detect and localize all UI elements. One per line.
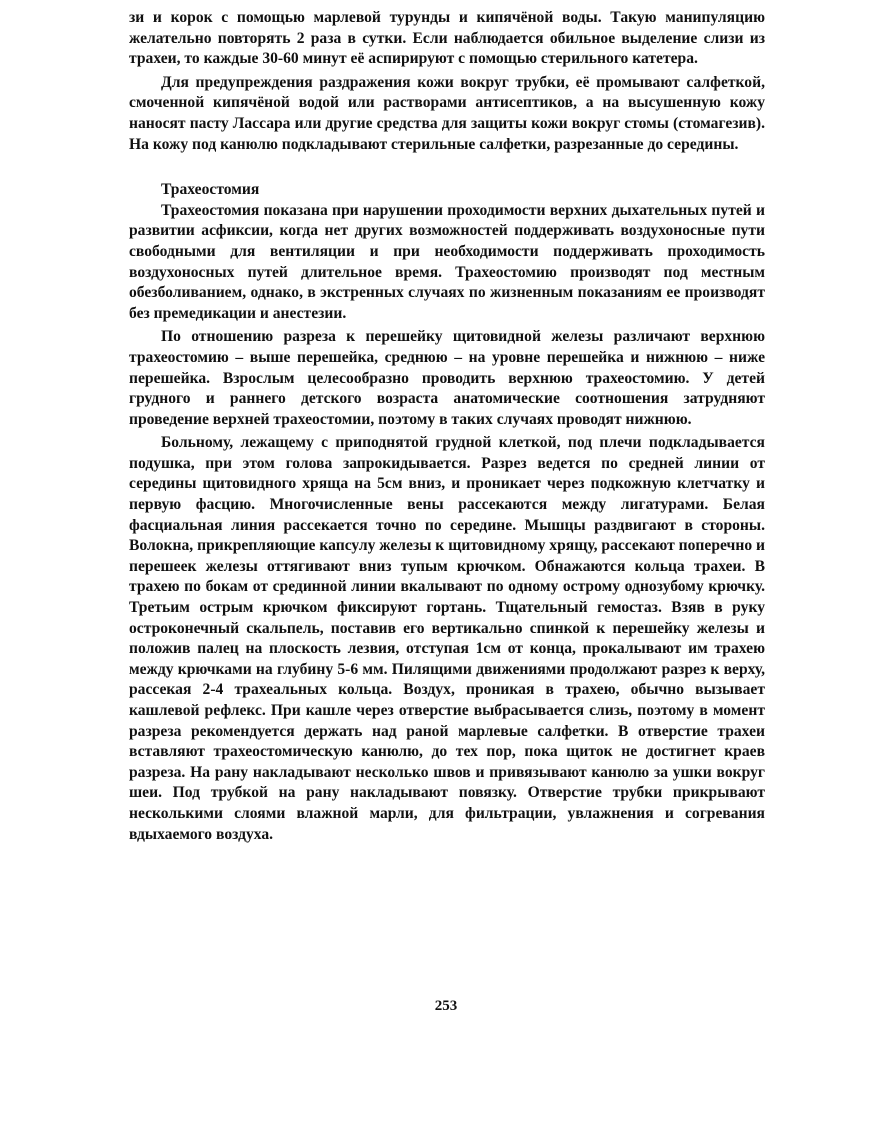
page-number: 253: [434, 998, 458, 1014]
paragraph-skin-care: Для предупреждения раздражения кожи вокруг трубки, её промывают салфеткой, смоченной кипячёной водой или растворами антисептиков, а на высушенную кожу наносят пасту Лассара или другие средства для защиты кожи вокруг стомы (стомагезив). На кожу под канюлю подкладывают стерильные салфетки, разрезанные до середины.: [129, 73, 765, 153]
section-heading: Трахеостомия: [161, 181, 260, 199]
paragraph-continuation: зи и корок с помощью марлевой турунды и кипячёной воды. Такую манипуляцию желательно повторять 2 раза в сутки. Если наблюдается обильное выделение слизи из трахеи, то каждые 30-60 минут её аспирируют с помощью стерильного катетера.: [129, 9, 765, 68]
paragraph-indications: Трахеостомия показана при нарушении проходимости верхних дыхательных путей и развитии асфиксии, когда нет других возможностей поддерживать воздухоносные пути свободными для вентиляции и при необходимости поддерживать проходимость воздухоносных путей длительное время. Трахеостомию производят под местным обезболиванием, однако, в экстренных случаях по жизненным показаниям ее производят без премедикации и анестезии.: [129, 201, 765, 322]
paragraph-types: По отношению разреза к перешейку щитовидной железы различают верхнюю трахеостомию – выше перешейка, среднюю – на уровне перешейка и нижнюю – ниже перешейка. Взрослым целесообразно проводить верхнюю трахеостомию. У детей грудного и раннего детского возраста анатомические соотношения затрудняют проведение верхней трахеостомии, поэтому в таких случаях проводят нижнюю.: [129, 328, 765, 428]
paragraph-technique: Больному, лежащему с приподнятой грудной клеткой, под плечи подкладывается подушка, при этом голова запрокидывается. Разрез ведется по средней линии от середины щитовидного хряща на 5см вниз, и проникает через подкожную клетчатку и первую фасцию. Многочисленные вены рассекаются между лигатурами. Белая фасциальная линия рассекается точно по середине. Мышцы раздвигают в стороны. Волокна, прикрепляющие капсулу железы к щитовидному хрящу, рассекают поперечно и перешеек железы оттягивают вниз тупым крючком. Обнажаются кольца трахеи. В трахею по бокам от срединной линии вкалывают по одному острому однозубому крючку. Третьим острым крючком фиксируют гортань. Тщательный гемостаз. Взяв в руку остроконечный скальпель, поставив его вертикально спинкой к перешейку железы и положив палец на плоскость лезвия, отступая 1см от конца, прокалывают им трахею между крючками на глубину 5-6 мм. Пилящими движениями продолжают разрез к верху, рассекая 2-4 трахеальных кольца. Воздух, проникая в трахею, обычно вызывает кашлевой рефлекс. При кашле через отверстие выбрасывается слизь, поэтому в момент разреза рекомендуется держать над раной марлевые салфетки. В отверстие трахеи вставляют трахеостомическую канюлю, до тех пор, пока щиток не достигнет краев разреза. На рану накладывают несколько швов и привязывают канюлю за ушки вокруг шеи. Под трубкой на рану накладывают повязку. Отверстие трубки прикрывают несколькими слоями влажной марли, для фильтрации, увлажнения и согревания вдыхаемого воздуха.: [129, 434, 765, 843]
page-body: [129, 8, 765, 845]
